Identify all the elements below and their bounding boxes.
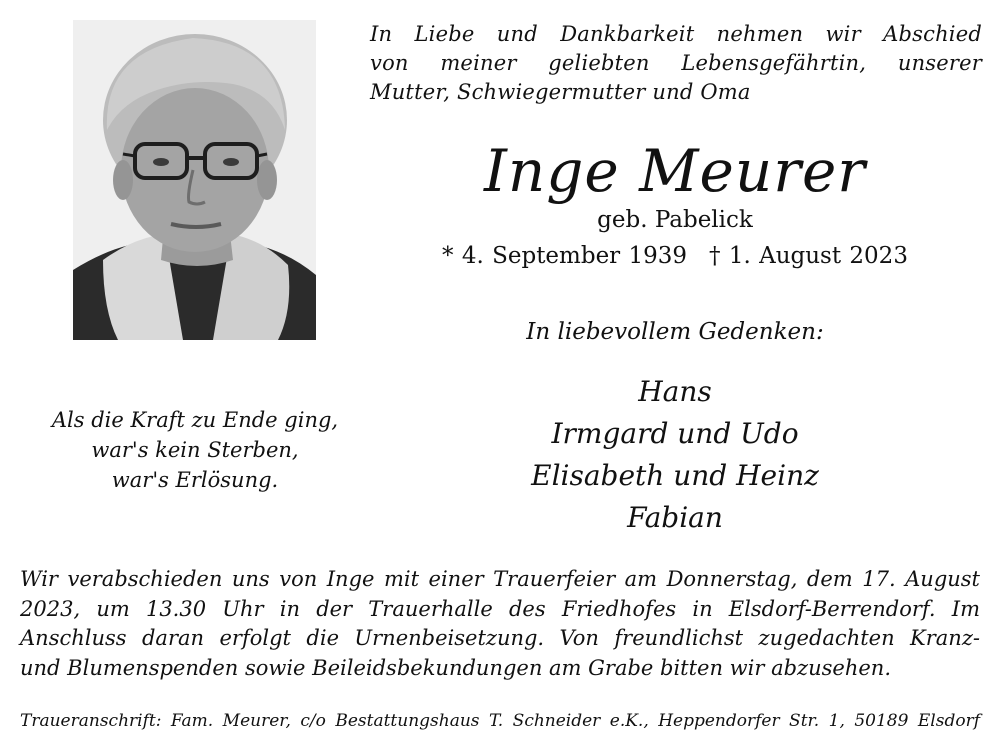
maiden-name: geb. Pabelick xyxy=(597,207,753,233)
poem-line: war's kein Sterben, xyxy=(91,438,299,462)
death-date: † 1. August 2023 xyxy=(709,243,908,269)
memory-heading: In liebevollem Gedenken: xyxy=(526,319,824,345)
mourner-name: Elisabeth und Heinz xyxy=(531,459,819,492)
notice-line: Wir verabschieden uns von Inge mit einer Trauerfeier am Donnerstag, dem 17. August xyxy=(20,567,980,591)
mourning-address: Traueranschrift: Fam. Meurer, c/o Bestattungshaus T. Schneider e.K., Heppendorfer Str. 1, 50189 Elsdorf xyxy=(20,711,980,731)
notice-line: Anschluss daran erfolgt die Urnenbeisetzung. Von freundlichst zugedachten Kranz- xyxy=(20,626,980,650)
deceased-name: Inge Meurer xyxy=(484,137,866,205)
mourner-name: Irmgard und Udo xyxy=(551,417,799,450)
intro-line: In Liebe und Dankbarkeit nehmen wir Abschied xyxy=(370,22,982,46)
mourners-list xyxy=(330,371,1000,539)
birth-date: * 4. September 1939 xyxy=(442,243,688,269)
portrait-photo xyxy=(73,20,316,340)
mourner-name: Hans xyxy=(638,375,712,408)
poem xyxy=(10,405,380,495)
life-dates xyxy=(330,240,1000,272)
portrait-illustration xyxy=(73,20,316,340)
intro-text xyxy=(370,20,982,107)
funeral-notice xyxy=(20,565,980,683)
intro-line: Mutter, Schwiegermutter und Oma xyxy=(370,80,751,104)
poem-line: Als die Kraft zu Ende ging, xyxy=(51,408,339,432)
intro-line: von meiner geliebten Lebensgefährtin, unserer xyxy=(370,51,982,75)
notice-line: und Blumenspenden sowie Beileidsbekundungen am Grabe bitten wir abzusehen. xyxy=(20,655,891,680)
poem-line: war's Erlösung. xyxy=(111,468,279,492)
mourner-name: Fabian xyxy=(627,501,723,534)
notice-line: 2023, um 13.30 Uhr in der Trauerhalle des Friedhofes in Elsdorf-Berrendorf. Im xyxy=(20,596,980,621)
